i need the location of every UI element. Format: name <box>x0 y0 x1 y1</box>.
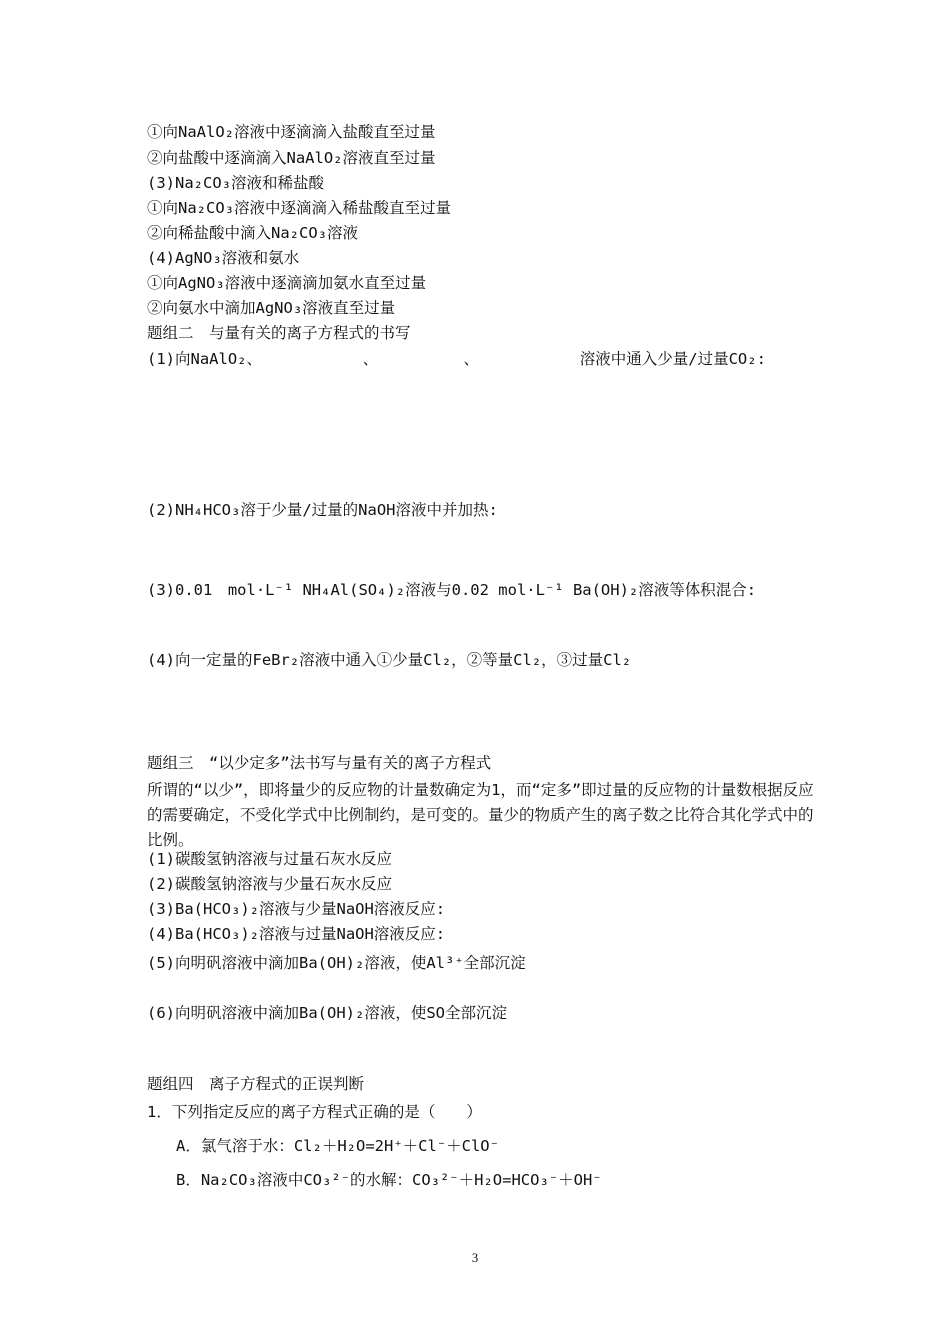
question-line: (2)NH₄HCO₃溶于少量/过量的NaOH溶液中并加热: <box>147 501 498 519</box>
section-heading: 题组三 “以少定多”法书写与量有关的离子方程式 <box>147 754 492 772</box>
question-line: (4)Ba(HCO₃)₂溶液与过量NaOH溶液反应: <box>147 925 446 943</box>
text-line: ①向AgNO₃溶液中逐滴滴加氨水直至过量 <box>147 274 427 292</box>
option-b: B．Na₂CO₃溶液中CO₃²⁻的水解：CO₃²⁻＋H₂O=HCO₃⁻＋OH⁻ <box>176 1171 602 1189</box>
text-line: ②向盐酸中逐滴滴入NaAlO₂溶液直至过量 <box>147 149 436 167</box>
question-line: (3)0.01 mol·L⁻¹ NH₄Al(SO₄)₂溶液与0.02 mol·L⁻¹ Ba(OH)₂溶液等体积混合: <box>147 581 757 599</box>
text-line: ②向氨水中滴加AgNO₃溶液直至过量 <box>147 299 396 317</box>
section-heading: 题组四 离子方程式的正误判断 <box>147 1075 365 1093</box>
section-heading: 题组二 与量有关的离子方程式的书写 <box>147 324 411 342</box>
text-line: (3)Na₂CO₃溶液和稀盐酸 <box>147 174 324 192</box>
paragraph: 所谓的“以少”，即将量少的反应物的计量数确定为1，而“定多”即过量的反应物的计量数根据反应的需要确定，不受化学式中比例制约，是可变的。量少的物质产生的离子数之比符合其化学式中的比例。 <box>147 781 814 849</box>
question-line: (1)向NaAlO₂、 、 、 溶液中通入少量/过量CO₂: <box>147 350 766 368</box>
question-line: 1．下列指定反应的离子方程式正确的是（ ） <box>147 1103 482 1121</box>
text-line: ②向稀盐酸中滴入Na₂CO₃溶液 <box>147 224 358 242</box>
page-number: 3 <box>471 1250 479 1265</box>
text-line: ①向Na₂CO₃溶液中逐滴滴入稀盐酸直至过量 <box>147 199 451 217</box>
question-line: (1)碳酸氢钠溶液与过量石灰水反应 <box>147 850 392 868</box>
question-line: (4)向一定量的FeBr₂溶液中通入①少量Cl₂，②等量Cl₂，③过量Cl₂ <box>147 651 632 669</box>
question-line: (2)碳酸氢钠溶液与少量石灰水反应 <box>147 875 392 893</box>
question-line: (5)向明矾溶液中滴加Ba(OH)₂溶液，使Al³⁺全部沉淀 <box>147 954 526 972</box>
question-line: (6)向明矾溶液中滴加Ba(OH)₂溶液，使SO全部沉淀 <box>147 1004 507 1022</box>
option-a: A．氯气溶于水：Cl₂＋H₂O=2H⁺＋Cl⁻＋ClO⁻ <box>176 1137 499 1155</box>
text-line: ①向NaAlO₂溶液中逐滴滴入盐酸直至过量 <box>147 123 436 141</box>
question-line: (3)Ba(HCO₃)₂溶液与少量NaOH溶液反应: <box>147 900 446 918</box>
text-line: (4)AgNO₃溶液和氨水 <box>147 249 300 267</box>
